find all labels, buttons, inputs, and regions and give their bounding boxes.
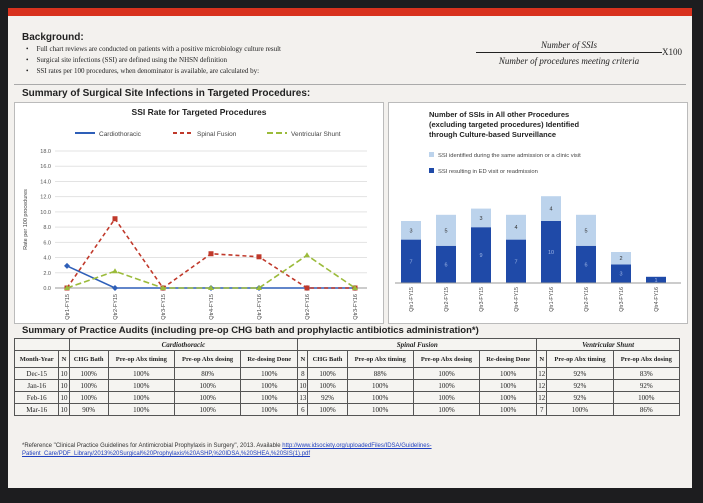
x-tick-label: Qtr1-FY16 <box>549 287 555 312</box>
y-tick-label: 10.0 <box>40 209 51 216</box>
bar-value-label: 6 <box>584 262 588 269</box>
ssi-rate-chart-panel <box>14 102 384 324</box>
table-cell: 8 <box>298 368 308 380</box>
table-cell: 13 <box>299 393 307 402</box>
divider <box>14 84 686 85</box>
section-title: Summary of Surgical Site Infections in Targeted Procedures: <box>22 88 311 99</box>
bar-value-label: 7 <box>409 259 413 266</box>
x-tick-label: Qtr2-FY16 <box>305 294 311 320</box>
bar-value-label: 7 <box>514 259 518 266</box>
table-cell: 100% <box>413 404 479 416</box>
bar-value-label: 3 <box>619 271 623 278</box>
x-tick-label: Qtr1-FY15 <box>409 287 415 312</box>
table-cell: 10 <box>299 381 307 390</box>
bar-value-label: 6 <box>444 262 448 269</box>
audit-table-body <box>15 368 680 416</box>
x-tick-label: Qtr2-FY15 <box>444 287 450 312</box>
table-row <box>15 404 680 416</box>
table-cell: 100% <box>241 404 298 416</box>
y-tick-label: 8.0 <box>43 225 51 232</box>
table-row <box>15 368 680 380</box>
table-cell: 100% <box>347 392 413 404</box>
bar-value-label: 3 <box>479 215 483 222</box>
table-cell: 100% <box>108 404 174 416</box>
table-cell: 100% <box>413 368 479 380</box>
slide-header-bar <box>8 8 692 16</box>
table-cell: 100% <box>241 392 298 404</box>
table-cell: Dec-15 <box>15 368 59 380</box>
table-cell: 10 <box>60 369 68 378</box>
table-cell: 100% <box>241 368 298 380</box>
reference-link[interactable]: http://www.idsociety.org/uploadedFiles/IDSA/Guidelines-Patient_Care/PDF_Library/2013%20Surgical%20Prophylaxis%20ASHP,%20IDSA,%20SHEA,%20SIS(1).pdf <box>22 443 432 457</box>
background-title: Background: <box>22 32 84 43</box>
table-cell: 100% <box>174 380 240 392</box>
table-cell: 100% <box>108 368 174 380</box>
table-cell: 100% <box>480 368 537 380</box>
table-cell: 100% <box>480 392 537 404</box>
column-header: Re-dosing Done <box>480 351 537 368</box>
column-header: Pre-op Abx timing <box>347 351 413 368</box>
x-tick-label: Qtr2-FY15 <box>113 294 119 320</box>
table-cell: 92% <box>308 392 347 404</box>
bar-value-label: 3 <box>409 228 413 235</box>
table-cell: 100% <box>174 392 240 404</box>
legend-label: Spinal Fusion <box>197 131 237 138</box>
practice-audit-table <box>14 338 680 416</box>
reference-note <box>22 442 582 458</box>
table-cell: 7 <box>537 404 547 416</box>
legend-label: SSI identified during the same admission or a clinic visit <box>438 153 581 159</box>
table-cell: 100% <box>308 368 347 380</box>
bar-value-label: 10 <box>547 250 555 256</box>
legend-swatch <box>429 168 434 173</box>
column-header: CHG Bath <box>69 351 108 368</box>
column-header: Pre-op Abx dosing <box>413 351 479 368</box>
data-point <box>112 285 118 291</box>
x-tick-label: Qtr3-FY16 <box>619 287 625 312</box>
formula-multiplier: X100 <box>662 47 682 57</box>
table-cell: 100% <box>480 404 537 416</box>
table-cell: 80% <box>174 368 240 380</box>
column-header: Pre-op Abx timing <box>547 351 613 368</box>
background-bullets <box>22 44 281 77</box>
table-cell: 100% <box>480 380 537 392</box>
y-tick-label: 12.0 <box>40 194 51 201</box>
chart-title: Number of SSIs in All other Procedures (excluding targeted procedures) Identified through Culture-based Surveillance <box>429 110 580 139</box>
data-point <box>113 216 118 221</box>
column-header: Month-Year <box>15 351 59 368</box>
audit-title: Summary of Practice Audits (including pre-op CHG bath and prophylactic antibiotics administration*) <box>22 325 479 336</box>
x-tick-label: Qtr4-FY15 <box>209 294 215 320</box>
header-spacer <box>15 339 70 351</box>
data-point <box>304 252 310 257</box>
data-point <box>112 268 118 273</box>
y-tick-label: 0.0 <box>43 286 51 292</box>
table-row <box>15 392 680 404</box>
table-cell: 10 <box>60 381 68 390</box>
table-cell: 83% <box>613 368 679 380</box>
bullet-item: • Full chart reviews are conducted on patients with a positive microbiology culture result <box>22 44 281 55</box>
column-header-row <box>15 351 680 368</box>
table-cell: 92% <box>613 380 679 392</box>
x-tick-label: Qtr4-FY16 <box>654 287 660 312</box>
data-point <box>257 254 262 259</box>
group-header-row <box>15 339 680 351</box>
y-tick-label: 14.0 <box>40 179 51 186</box>
column-header: Re-dosing Done <box>241 351 298 368</box>
column-header: Pre-op Abx dosing <box>174 351 240 368</box>
table-cell: 12 <box>538 393 546 402</box>
legend-label: SSI resulting in ED visit or readmission <box>438 169 538 175</box>
table-cell: 100% <box>69 380 108 392</box>
data-point <box>209 251 214 256</box>
table-cell: 86% <box>613 404 679 416</box>
group-cardiothoracic: Cardiothoracic <box>69 339 298 351</box>
y-axis-label: Rate per 100 procedures <box>23 189 29 250</box>
data-point <box>64 263 70 269</box>
legend-label: Ventricular Shunt <box>291 131 341 138</box>
x-tick-label: Qtr3-FY15 <box>479 287 485 312</box>
table-cell: 100% <box>347 404 413 416</box>
column-header: Pre-op Abx dosing <box>613 351 679 368</box>
other-ssi-bar-chart <box>389 103 687 323</box>
x-tick-label: Qtr2-FY16 <box>584 287 590 312</box>
reference-text: *Reference "Clinical Practice Guidelines for Antimicrobial Prophylaxis in Surgery", 2013. Available <box>22 443 281 449</box>
bar-value-label: 5 <box>584 228 588 235</box>
data-point <box>305 286 310 291</box>
x-tick-label: Qtr4-FY15 <box>514 287 520 312</box>
legend-swatch <box>429 152 434 157</box>
y-tick-label: 16.0 <box>40 164 51 171</box>
bar-value-label: 9 <box>479 253 483 260</box>
series-line <box>67 266 355 288</box>
table-cell: 100% <box>308 404 347 416</box>
y-tick-label: 2.0 <box>43 270 51 277</box>
series-line <box>67 255 355 288</box>
table-cell: 100% <box>347 380 413 392</box>
x-tick-label: Qtr3-FY16 <box>353 294 359 320</box>
bar-value-label: 4 <box>514 225 518 232</box>
formula-denominator: Number of procedures meeting criteria <box>498 56 640 66</box>
table-cell: 92% <box>547 368 613 380</box>
table-cell: 100% <box>108 392 174 404</box>
table-cell: 100% <box>241 380 298 392</box>
legend-label: Cardiothoracic <box>99 131 141 138</box>
table-cell: 100% <box>413 380 479 392</box>
table-cell: 12 <box>538 381 546 390</box>
chart-title: SSI Rate for Targeted Procedures <box>131 107 267 117</box>
table-cell: 100% <box>69 392 108 404</box>
bullet-item: • SSI rates per 100 procedures, when denominator is available, are calculated by: <box>22 66 281 77</box>
x-tick-label: Qtr3-FY15 <box>161 294 167 320</box>
column-header: N <box>59 351 69 368</box>
table-cell: 6 <box>298 404 308 416</box>
table-cell: 92% <box>547 392 613 404</box>
bar-value-label: 1 <box>654 277 658 284</box>
table-cell: 10 <box>60 393 68 402</box>
bullet-item: • Surgical site infections (SSI) are defined using the NHSN definition <box>22 55 281 66</box>
table-cell: Jan-16 <box>15 380 59 392</box>
table-cell: 100% <box>69 368 108 380</box>
table-cell: 100% <box>308 380 347 392</box>
table-cell: 100% <box>613 392 679 404</box>
x-tick-label: Qtr1-FY15 <box>65 294 71 320</box>
table-cell: 100% <box>547 404 613 416</box>
bar-value-label: 4 <box>549 206 553 213</box>
table-cell: Feb-16 <box>15 392 59 404</box>
column-header: CHG Bath <box>308 351 347 368</box>
bar-value-label: 5 <box>444 228 448 235</box>
table-row <box>15 380 680 392</box>
table-cell: 10 <box>60 405 68 414</box>
table-cell: 100% <box>174 404 240 416</box>
table-cell: 92% <box>547 380 613 392</box>
table-cell: 88% <box>347 368 413 380</box>
x-tick-label: Qtr1-FY16 <box>257 294 263 320</box>
column-header: Pre-op Abx timing <box>108 351 174 368</box>
table-cell: 90% <box>69 404 108 416</box>
group-ventricular-shunt: Ventricular Shunt <box>537 339 680 351</box>
other-ssi-chart-panel <box>388 102 688 324</box>
column-header: N <box>537 351 547 368</box>
group-spinal-fusion: Spinal Fusion <box>298 339 537 351</box>
table-cell: 12 <box>538 369 546 378</box>
column-header: N <box>298 351 308 368</box>
ssi-rate-line-chart <box>15 103 383 323</box>
table-cell: 100% <box>413 392 479 404</box>
y-tick-label: 18.0 <box>40 149 51 155</box>
bar-value-label: 2 <box>619 256 623 263</box>
y-tick-label: 4.0 <box>43 255 51 262</box>
y-tick-label: 6.0 <box>43 240 51 247</box>
table-cell: 100% <box>108 380 174 392</box>
slide <box>8 8 692 488</box>
formula-numerator: Number of SSIs <box>476 40 662 53</box>
table-cell: Mar-16 <box>15 404 59 416</box>
